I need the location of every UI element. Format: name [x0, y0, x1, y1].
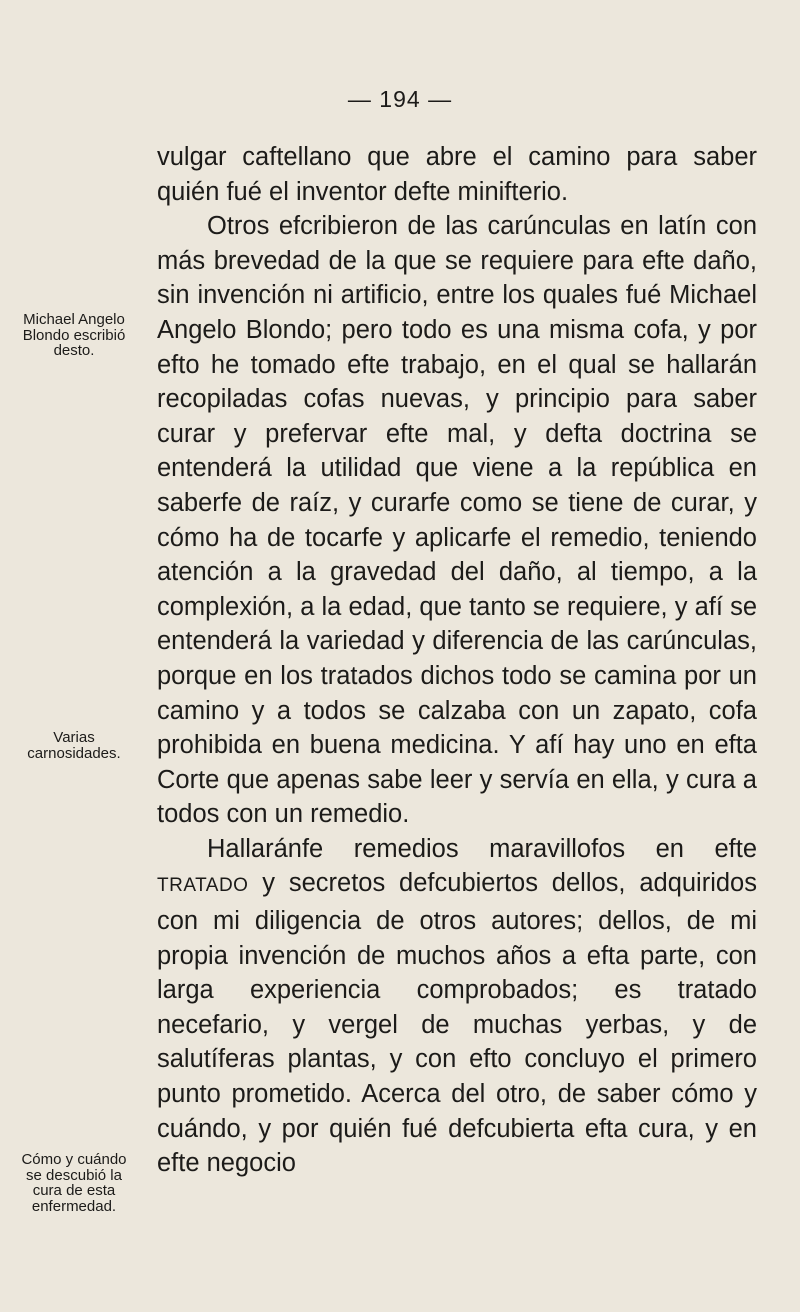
margin-note-blondo: Michael Angelo Blondo escribió desto.	[22, 311, 126, 359]
body-text	[157, 140, 757, 1181]
paragraph-3-start: Hallaránfe remedios maravillofos en efte	[207, 834, 757, 863]
paragraph-1: vulgar caftellano que abre el camino para saber quién fué el inventor defte minifterio.	[157, 143, 757, 206]
margin-note-discovery: Cómo y cuándo se descubió la cura de esta enfermedad.	[21, 1151, 127, 1215]
paragraph-3-rest: y secretos defcubiertos dellos, adquiridos con mi diligencia de otros autores; dellos, de mi propia invención de muchos años a efta parte, con larga experiencia comprobados; es tratado necefario, y vergel de muchas yerbas, y de salutíferas plantas, y con efto concluyo el primero punto prometido. Acerca del otro, de saber cómo y cuándo, y por quién fué defcubierta efta cura, y en efte negocio	[157, 869, 757, 1178]
paragraph-2: Otros efcribieron de las carúnculas en latín con más brevedad de la que se requiere para efte daño, sin invención ni artificio, entre los quales fué Michael Angelo Blondo; pero todo es una misma cofa, y por efto he tomado efte trabajo, en el qual se hallarán recopiladas cofas nuevas, y principio para saber curar y prefervar efte mal, y defta doctrina se entenderá la utilidad que viene a la república en saberfe de raíz, y curarfe como se tiene de curar, y cómo ha de tocarfe y aplicarfe el remedio, teniendo atención a la gravedad del daño, al tiempo, a la complexión, a la edad, que tanto se requiere, y afí se entenderá la variedad y diferencia de las carúnculas, porque en los tratados dichos todo se camina por un camino y a todos se calzaba con un zapato, cofa prohibida en buena medicina. Y afí hay uno en efta Corte que apenas sabe leer y servía en ella, y cura a todos con un remedio.	[157, 212, 757, 829]
paragraph-3	[157, 832, 757, 1181]
page-number: — 194 —	[347, 86, 453, 112]
margin-note-carnosidades: Varias carnosidades.	[27, 729, 121, 762]
tratado-smallcaps: TRATADO	[157, 875, 249, 897]
